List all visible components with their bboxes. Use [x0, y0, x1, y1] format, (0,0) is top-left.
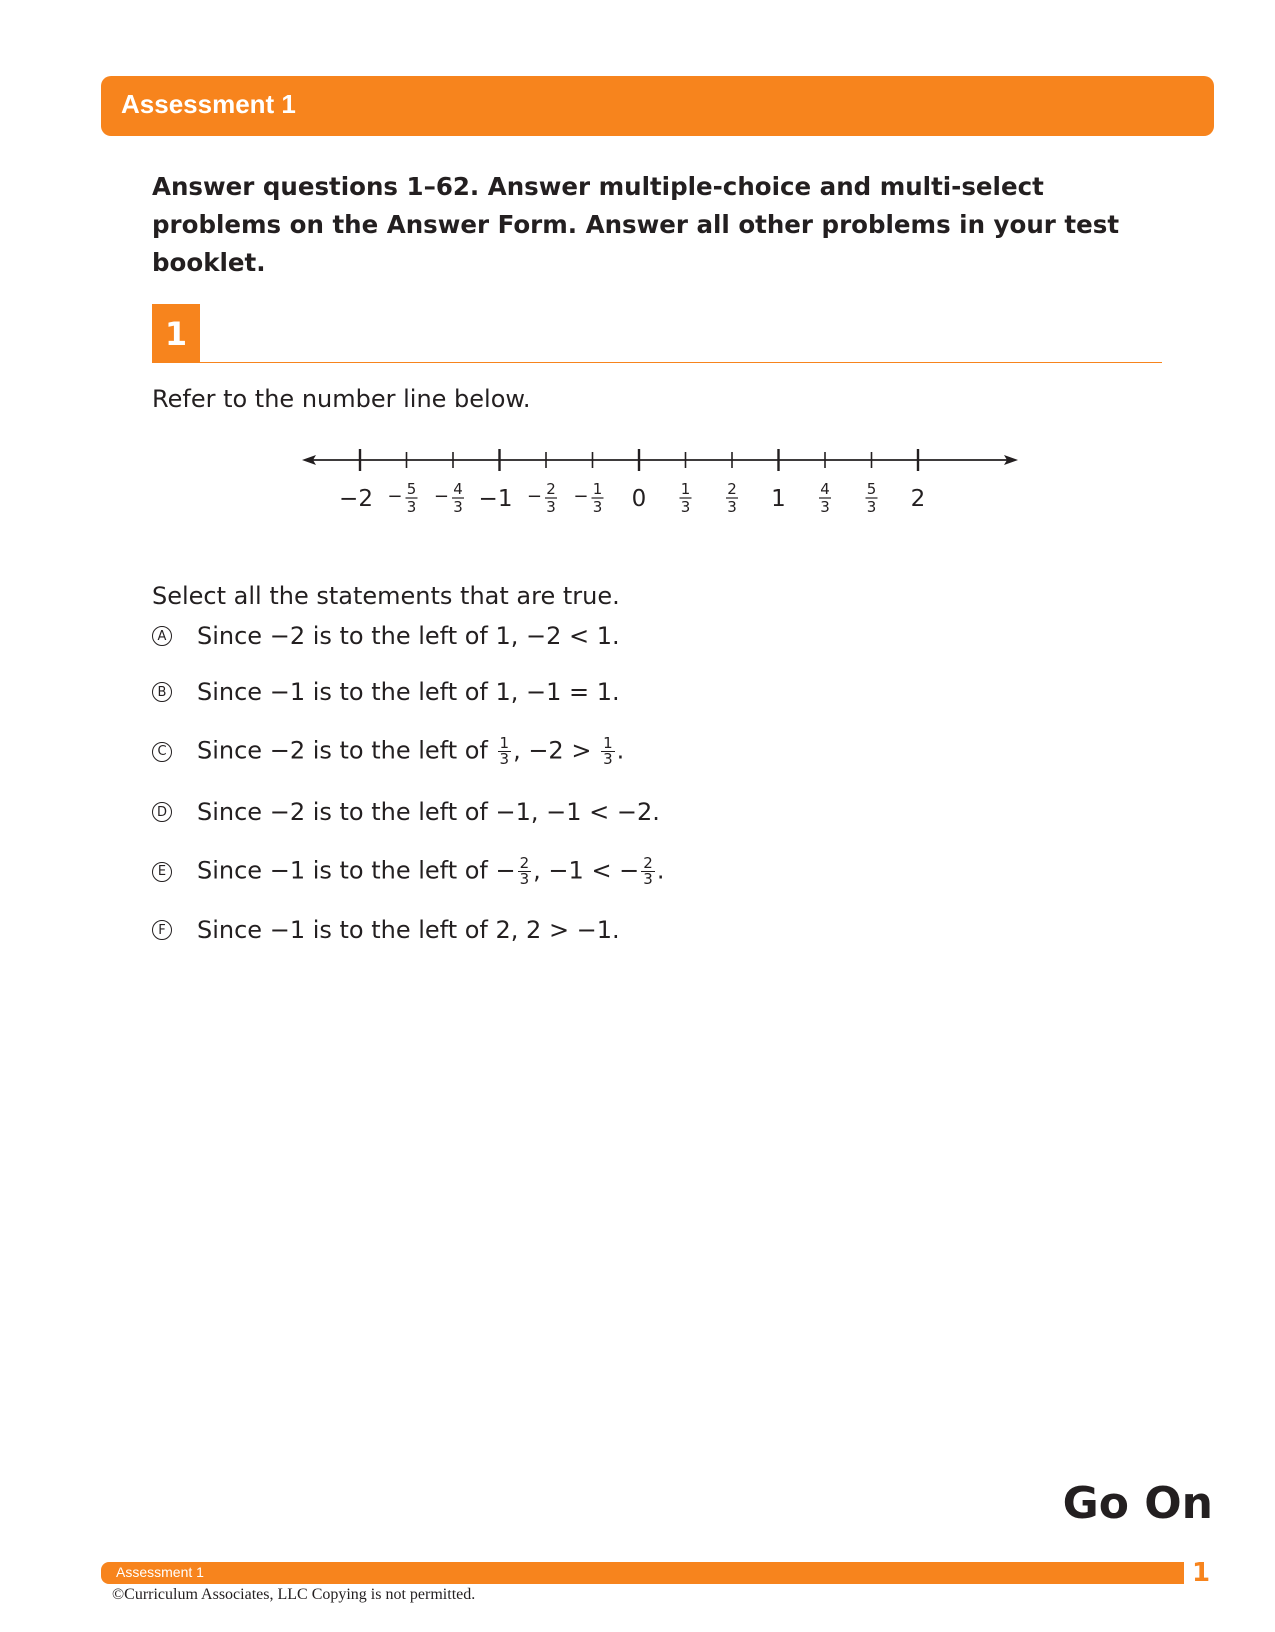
fraction: $\frac{1}{3}$ [603, 734, 613, 768]
header-bar [101, 76, 1214, 136]
footer-label: Assessment 1 [116, 1564, 204, 1580]
svg-text:3: 3 [727, 498, 737, 516]
question-rule [200, 362, 1162, 363]
go-on-label: Go On [1062, 1478, 1213, 1529]
copyright: ©Curriculum Associates, LLC Copying is not permitted. [112, 1586, 476, 1603]
option-f[interactable] [152, 916, 620, 944]
tick-label [434, 480, 464, 516]
svg-text:2: 2 [910, 486, 926, 512]
svg-text:−2: −2 [339, 486, 373, 512]
option-letter: B [152, 682, 172, 702]
tick-label [387, 480, 417, 516]
option-text: Since −2 is to the left of −1, −1 < −2. [197, 798, 660, 826]
instructions: Answer questions 1–62. Answer multiple-choice and multi-select problems on the Answer Form. Answer all other problems in your test booklet. [152, 172, 1120, 277]
svg-text:−: − [387, 486, 403, 507]
tick-label [479, 486, 513, 512]
svg-text:1: 1 [592, 480, 603, 498]
fraction: $\frac{1}{3}$ [499, 734, 510, 768]
tick-label [527, 480, 557, 516]
svg-text:5: 5 [866, 480, 877, 498]
svg-text:3: 3 [820, 498, 830, 516]
tick-label [680, 480, 692, 516]
number-line [300, 444, 1020, 524]
svg-text:1: 1 [771, 486, 786, 512]
svg-text:1: 1 [680, 480, 691, 498]
header-title: Assessment 1 [121, 89, 296, 119]
fraction: $\frac{2}{3}$ [519, 854, 530, 888]
option-text: Since −1 is to the left of − $\frac{2}{3}$ , −1 < − $\frac{2}{3}$ . [197, 854, 665, 888]
option-d[interactable] [152, 798, 660, 826]
svg-text:3: 3 [546, 498, 556, 516]
svg-text:2: 2 [546, 480, 556, 498]
option-e[interactable] [152, 856, 664, 887]
svg-text:3: 3 [866, 498, 877, 516]
tick-label [339, 486, 373, 512]
tick-label [573, 480, 603, 516]
option-text: Since −1 is to the left of 1, −1 = 1. [197, 678, 620, 706]
tick-label [632, 486, 647, 512]
svg-text:3: 3 [406, 498, 417, 516]
tick-label [726, 480, 738, 516]
option-c[interactable] [152, 736, 624, 767]
option-a[interactable] [152, 622, 620, 650]
option-letter: D [152, 802, 172, 822]
svg-text:3: 3 [453, 498, 463, 516]
tick-label [911, 486, 926, 512]
svg-text:3: 3 [680, 498, 691, 516]
svg-text:0: 0 [631, 486, 647, 512]
question-prompt: Refer to the number line below. [152, 385, 531, 413]
fraction: $\frac{2}{3}$ [643, 854, 653, 888]
option-b[interactable] [152, 678, 620, 706]
question-number-badge: 1 [152, 304, 200, 363]
svg-text:4: 4 [453, 480, 463, 498]
page-number: 1 [1192, 1558, 1211, 1588]
tick-label [866, 480, 878, 516]
option-letter: F [152, 920, 172, 940]
svg-text:−1: −1 [478, 486, 513, 512]
svg-text:4: 4 [820, 480, 830, 498]
select-prompt: Select all the statements that are true. [152, 582, 620, 610]
option-text: Since −2 is to the left of $\frac{1}{3}$ , −2 > $\frac{1}{3}$ . [197, 734, 625, 768]
option-text: Since −1 is to the left of 2, 2 > −1. [197, 916, 620, 944]
svg-text:−: − [573, 486, 589, 507]
svg-text:−: − [526, 486, 542, 507]
option-letter: E [152, 862, 172, 882]
option-letter: C [152, 742, 172, 762]
tick-label [819, 480, 831, 516]
svg-text:−: − [433, 486, 449, 507]
svg-text:5: 5 [406, 480, 417, 498]
svg-text:2: 2 [727, 480, 737, 498]
svg-text:3: 3 [592, 498, 603, 516]
tick-label [771, 486, 786, 512]
footer-bar [101, 1562, 1184, 1584]
option-letter: A [152, 626, 172, 646]
option-text: Since −2 is to the left of 1, −2 < 1. [197, 622, 620, 650]
